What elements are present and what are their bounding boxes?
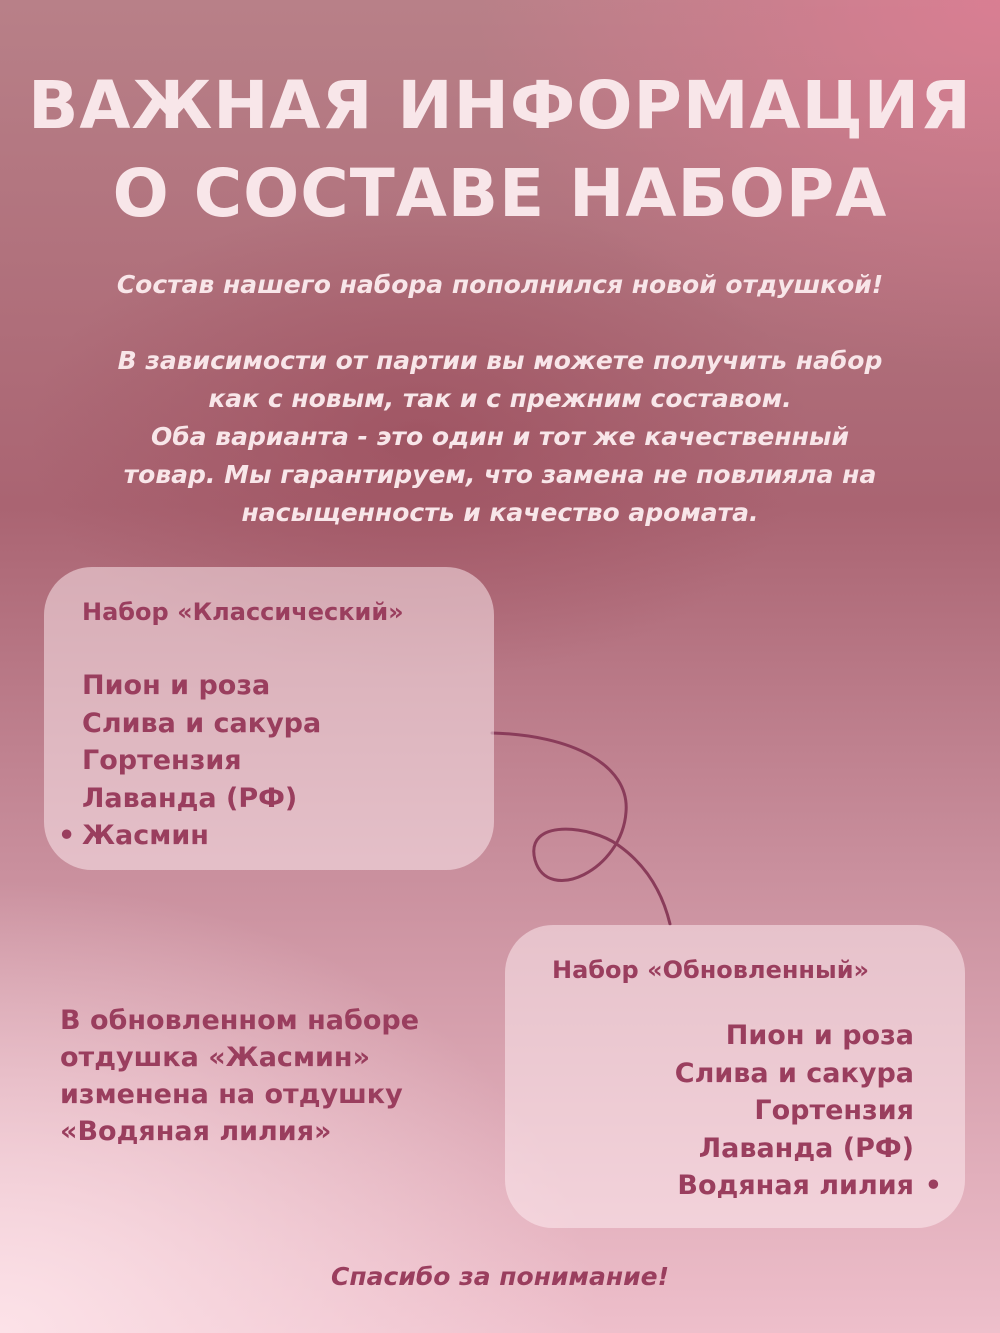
list-item — [675, 1055, 914, 1093]
list-item — [675, 1092, 914, 1130]
updated-set-list — [674, 1017, 942, 1205]
note-line: отдушка «Жасмин» — [60, 1042, 371, 1073]
classic-set-list — [58, 667, 322, 855]
list-item-label: Жасмин — [82, 820, 209, 851]
intro-body-line: как с новым, так и с прежним составом. — [208, 384, 792, 413]
note-line: «Водяная лилия» — [60, 1116, 332, 1147]
classic-set-title: Набор «Классический» — [82, 598, 404, 626]
list-item-changed — [58, 817, 321, 855]
list-item-label: Водяная лилия — [677, 1170, 914, 1201]
title-line-1: ВАЖНАЯ ИНФОРМАЦИЯ — [28, 67, 972, 144]
list-item-label: Пион и роза — [725, 1020, 914, 1051]
bullet-icon: • — [58, 820, 76, 851]
list-item — [675, 1130, 914, 1168]
list-item-changed — [675, 1167, 942, 1205]
intro-body — [0, 342, 1000, 532]
updated-set-card — [505, 925, 965, 1228]
note-line: В обновленном наборе — [60, 1005, 420, 1036]
intro-body-line: Оба варианта - это один и тот же качественный — [150, 422, 850, 451]
list-item-label: Слива и сакура — [82, 707, 322, 739]
list-item-label: Слива и сакура — [674, 1057, 914, 1089]
updated-set-title: Набор «Обновленный» — [552, 956, 870, 984]
list-item-label: Лаванда (РФ) — [82, 782, 298, 814]
list-item — [82, 667, 321, 705]
list-item — [82, 780, 321, 818]
list-item-label: Гортензия — [754, 1095, 914, 1126]
intro-body-line: насыщенность и качество аромата. — [241, 498, 759, 527]
intro-text — [0, 266, 1000, 532]
intro-body-line: В зависимости от партии вы можете получить набор — [117, 346, 883, 375]
list-item-label: Пион и роза — [82, 670, 271, 701]
list-item — [675, 1017, 914, 1055]
bullet-icon: • — [924, 1170, 942, 1201]
classic-set-card — [44, 567, 494, 870]
title-line-2: О СОСТАВЕ НАБОРА — [112, 155, 888, 232]
page-title — [0, 62, 1000, 238]
connector-path — [492, 733, 670, 924]
note-line: изменена на отдушку — [60, 1079, 403, 1110]
list-item — [82, 705, 321, 743]
list-item — [82, 742, 321, 780]
replacement-note — [60, 1002, 480, 1150]
list-item-label: Гортензия — [82, 745, 242, 776]
intro-body-line: товар. Мы гарантируем, что замена не повлияла на — [123, 460, 877, 489]
list-item-label: Лаванда (РФ) — [698, 1132, 914, 1164]
thanks-message: Спасибо за понимание! — [331, 1262, 669, 1291]
intro-lead: Состав нашего набора пополнился новой отдушкой! — [116, 270, 884, 299]
